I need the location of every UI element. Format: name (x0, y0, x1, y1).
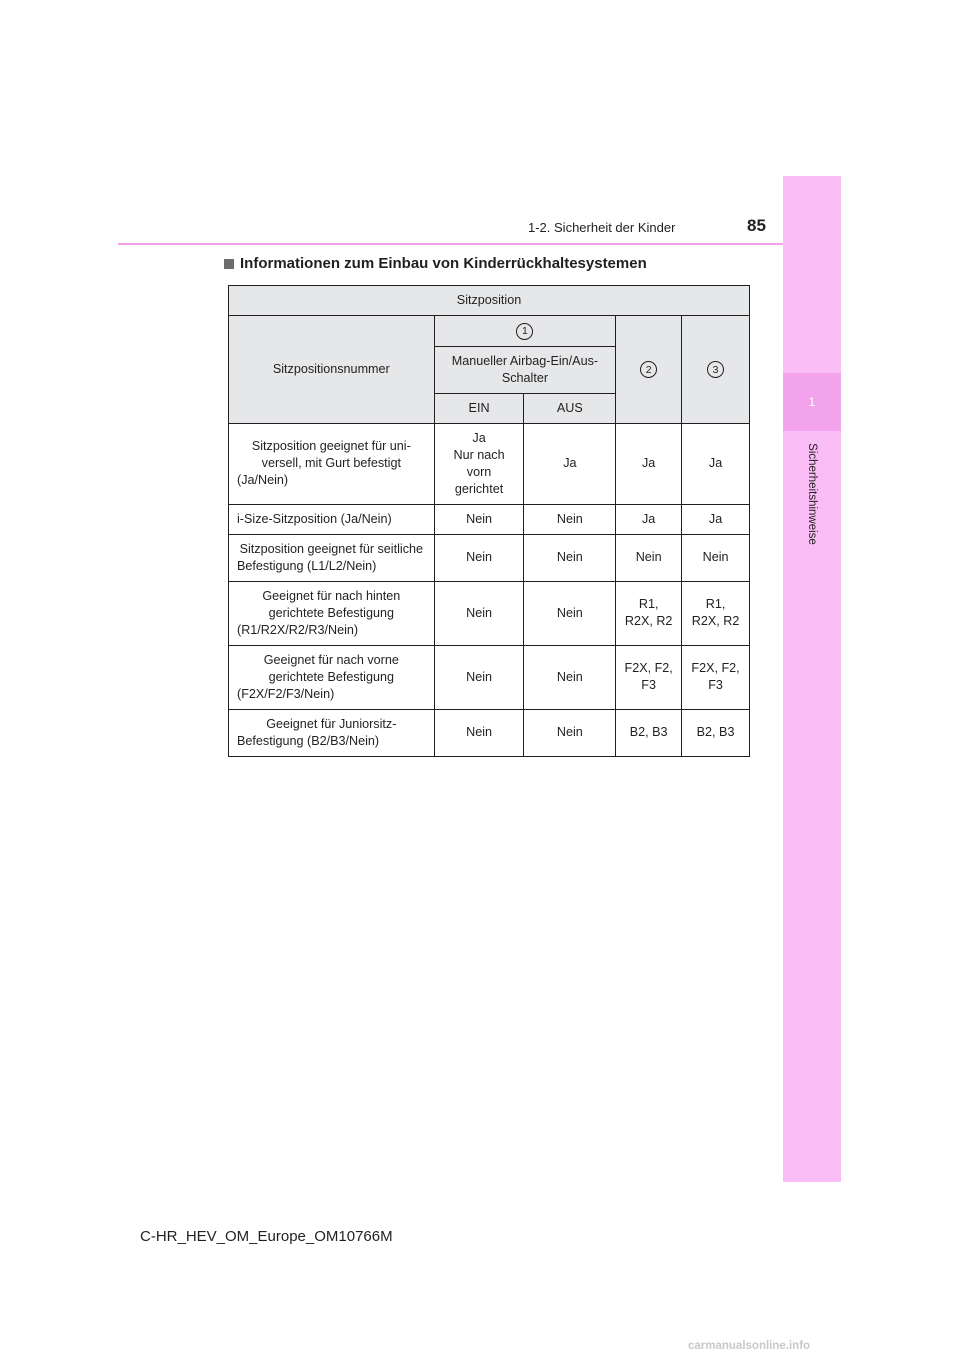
cell-on: Nein (434, 534, 524, 581)
watermark: carmanualsonline.info (688, 1340, 811, 1352)
cell-position-2: F2X, F2, F3 (616, 645, 682, 709)
header-position-1 (434, 316, 616, 347)
section-heading (224, 255, 647, 272)
cell-position-2: Ja (616, 504, 682, 534)
table-row (229, 534, 750, 581)
side-tab (783, 176, 841, 1182)
square-bullet-icon (224, 259, 234, 269)
cell-position-2: Ja (616, 423, 682, 504)
cell-position-3: B2, B3 (682, 709, 750, 756)
row-label: Geeignet für nach hinten gerichtete Befestigung (R1/R2X/R2/R3/Nein) (229, 581, 435, 645)
header-position-2 (616, 316, 682, 424)
cell-off: Nein (524, 645, 616, 709)
table-row (229, 709, 750, 756)
table-row (229, 645, 750, 709)
table-row (229, 504, 750, 534)
chapter-title: Sicherheitshinweise (806, 443, 818, 545)
cell-position-3: Ja (682, 423, 750, 504)
cell-position-3: Ja (682, 504, 750, 534)
cell-on: Nein (434, 504, 524, 534)
header-off: AUS (524, 393, 616, 423)
row-label: Geeignet für nach vorne gerichtete Befestigung (F2X/F2/F3/Nein) (229, 645, 435, 709)
header-section-title: 1-2. Sicherheit der Kinder (528, 220, 676, 235)
cell-off: Nein (524, 581, 616, 645)
chapter-number-tab (783, 373, 841, 431)
cell-position-2: Nein (616, 534, 682, 581)
cell-on: Ja Nur nach vorn gerichtet (434, 423, 524, 504)
cell-position-3: Nein (682, 534, 750, 581)
header-position-3 (682, 316, 750, 424)
section-heading-text: Informationen zum Einbau von Kinderrückhaltesystemen (240, 255, 647, 272)
table-row (229, 423, 750, 504)
cell-on: Nein (434, 709, 524, 756)
cell-position-3: R1, R2X, R2 (682, 581, 750, 645)
cell-on: Nein (434, 581, 524, 645)
row-label: Sitzposition geeignet für uni-versell, mit Gurt befestigt (Ja/Nein) (229, 423, 435, 504)
page-number: 85 (747, 216, 766, 235)
document-footer-code: C-HR_HEV_OM_Europe_OM10766M (140, 1228, 393, 1245)
cell-off: Nein (524, 504, 616, 534)
header-sitzposition: Sitzposition (229, 286, 750, 316)
header-on: EIN (434, 393, 524, 423)
position-2-icon: 2 (640, 361, 657, 378)
table-row (229, 581, 750, 645)
position-1-icon: 1 (516, 323, 533, 340)
cell-position-3: F2X, F2, F3 (682, 645, 750, 709)
table-header-row (229, 316, 750, 347)
header-rule (118, 243, 783, 245)
cell-off: Nein (524, 709, 616, 756)
cell-off: Nein (524, 534, 616, 581)
cell-position-2: R1, R2X, R2 (616, 581, 682, 645)
cell-on: Nein (434, 645, 524, 709)
row-label: Sitzposition geeignet für seitliche Befestigung (L1/L2/Nein) (229, 534, 435, 581)
position-3-icon: 3 (707, 361, 724, 378)
cell-off: Ja (524, 423, 616, 504)
chapter-number: 1 (808, 395, 816, 409)
header-seat-number-label: Sitzpositionsnummer (229, 316, 435, 424)
header-airbag-switch: Manueller Airbag-Ein/Aus-Schalter (434, 346, 616, 393)
row-label: Geeignet für Juniorsitz-Befestigung (B2/B3/Nein) (229, 709, 435, 756)
row-label: i-Size-Sitzposition (Ja/Nein) (229, 504, 435, 534)
seat-position-table (228, 285, 750, 757)
cell-position-2: B2, B3 (616, 709, 682, 756)
table-header-row (229, 286, 750, 316)
